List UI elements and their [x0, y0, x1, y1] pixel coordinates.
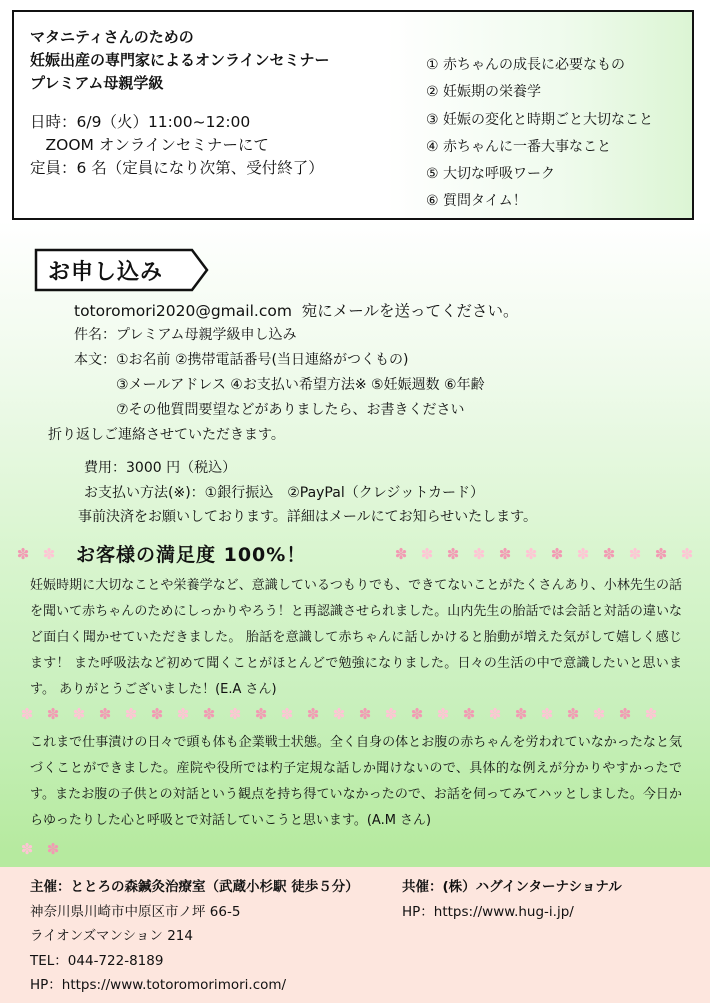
flower-divider — [14, 705, 664, 723]
fee-price: 費用：3000 円（税込） — [84, 460, 237, 476]
topic-item: ⑤ 大切な呼吸ワーク — [426, 166, 556, 183]
flower-icon: ✽ — [280, 705, 294, 723]
flower-icon: ✽ — [576, 545, 590, 563]
flower-icon: ✽ — [550, 545, 564, 563]
flower-icon: ✽ — [42, 545, 56, 563]
flower-icon: ✽ — [618, 705, 632, 723]
flower-icon: ✽ — [436, 705, 450, 723]
flower-icon: ✽ — [680, 545, 694, 563]
flower-icon: ✽ — [514, 705, 528, 723]
footer-address-2: ライオンズマンション 214 — [30, 928, 193, 944]
flower-icon: ✽ — [358, 705, 372, 723]
topic-item: ① 赤ちゃんの成長に必要なもの — [426, 57, 626, 73]
apply-reply-note: 折り返しご連絡させていただきます。 — [48, 427, 285, 443]
flower-icon: ✽ — [628, 545, 642, 563]
apply-subject: 件名：プレミアム母親学級申し込み — [74, 327, 297, 343]
flower-icon: ✽ — [46, 705, 60, 723]
flower-icon: ✽ — [150, 705, 164, 723]
flower-icon: ✽ — [566, 705, 580, 723]
flower-icon: ✽ — [16, 545, 30, 563]
flower-icon: ✽ — [446, 545, 460, 563]
footer-cohost: 共催：(株）ハグインターナショナル — [402, 879, 622, 895]
flower-icon: ✽ — [228, 705, 242, 723]
topic-item: ③ 妊娠の変化と時期ごと大切なこと — [426, 111, 654, 128]
flower-icon: ✽ — [592, 705, 606, 723]
apply-heading — [34, 248, 210, 292]
flower-icon: ✽ — [20, 705, 34, 723]
flower-icon: ✽ — [602, 545, 616, 563]
flower-icon: ✽ — [394, 545, 408, 563]
flower-row-top-right — [388, 545, 700, 563]
apply-body-line-3: ⑦その他質問要望などがありましたら、お書きください — [116, 402, 465, 418]
apply-instructions — [48, 299, 518, 448]
flower-icon: ✽ — [524, 545, 538, 563]
flower-icon: ✽ — [498, 545, 512, 563]
flower-icon: ✽ — [462, 705, 476, 723]
review-1: 妊娠時期に大切なことや栄養学など、意識しているつもりでも、できてないことがたくさんあり、小林先生の話を聞いて赤ちゃんのためにしっかりやろう！と再認識させられました。山内先生の胎話では会話と対話の違いなど面白く聞かせていただきました。 胎話を意識して赤ちゃんに話しかけると胎動が増えた気がして嬉しく感じます！ また呼吸法など初めて聞くことがほとんどで勉強になりました。日々の生活の中で意識したいと思います。 ありがとうございました！(E.A さん) — [30, 578, 682, 697]
flower-icon: ✽ — [98, 705, 112, 723]
footer — [0, 867, 710, 1003]
fee-section — [78, 456, 538, 530]
apply-heading-text: お申し込み — [48, 260, 164, 285]
flower-icon: ✽ — [644, 705, 658, 723]
topic-item: ④ 赤ちゃんに一番大事なこと — [426, 138, 612, 155]
flower-icon: ✽ — [72, 705, 86, 723]
flower-icon: ✽ — [384, 705, 398, 723]
seminar-title-line-2: 妊娠出産の専門家によるオンラインセミナー — [30, 51, 330, 69]
flower-icon: ✽ — [488, 705, 502, 723]
flower-icon: ✽ — [410, 705, 424, 723]
topic-item: ② 妊娠期の栄養学 — [426, 84, 542, 101]
fee-note: 事前決済をお願いしております。詳細はメールにてお知らせいたします。 — [78, 509, 538, 526]
seminar-venue: ZOOM オンラインセミナーにて — [30, 136, 269, 154]
fee-payment: お支払い方法(※)：①銀行振込 ②PayPal（クレジットカード） — [84, 484, 484, 501]
apply-email-line: totoromori2020@gmail.com 宛にメールを送ってください。 — [74, 302, 519, 320]
flower-icon: ✽ — [46, 840, 60, 858]
seminar-details — [30, 26, 330, 180]
satisfaction-title: お客様の満足度 100%！ — [76, 544, 307, 566]
flower-row-bottom — [14, 840, 66, 858]
review-2: これまで仕事漬けの日々で頭も体も企業戦士状態。全く自身の体とお腹の赤ちゃんを労われていなかったなと気づくことができました。産院や役所では杓子定規な話しか聞けないので、具体的な例えが分かりやすかったです。またお腹の子供との対話という観点を持ち得ていなかったので、お話を伺ってみてハッとしました。今日からゆったりした心と呼吸とで対話していこうと思います。(A.M さん) — [30, 735, 682, 828]
seminar-info-box — [12, 10, 694, 220]
seminar-capacity: 定員：6 名（定員になり次第、受付終了） — [30, 159, 324, 177]
footer-address-1: 神奈川県川崎市中原区市ノ坪 66-5 — [30, 903, 241, 920]
flower-icon: ✽ — [124, 705, 138, 723]
flower-icon: ✽ — [202, 705, 216, 723]
apply-body-line-2: ③メールアドレス ④お支払い希望方法※ ⑤妊娠週数 ⑥年齢 — [116, 377, 485, 393]
footer-cohost-info — [402, 875, 622, 924]
seminar-datetime: 日時：6/9（火）11:00~12:00 — [30, 113, 251, 131]
topic-list — [426, 52, 653, 216]
topic-item: ⑥ 質問タイム！ — [426, 193, 527, 210]
flower-icon: ✽ — [20, 840, 34, 858]
footer-host-info — [30, 875, 359, 998]
flower-icon: ✽ — [540, 705, 554, 723]
flower-icon: ✽ — [306, 705, 320, 723]
flower-icon: ✽ — [420, 545, 434, 563]
flower-icon: ✽ — [472, 545, 486, 563]
seminar-title-line-3: プレミアム母親学級 — [30, 74, 164, 92]
footer-host: 主催：ととろの森鍼灸治療室（武蔵小杉駅 徒歩５分） — [30, 879, 359, 895]
flower-row-top — [10, 545, 62, 563]
footer-cohost-hp-link[interactable]: HP：https://www.hug-i.jp/ — [402, 903, 574, 920]
apply-body-line-1: 本文：①お名前 ②携帯電話番号(当日連絡がつくもの) — [74, 352, 409, 368]
footer-tel: TEL：044-722-8189 — [30, 952, 164, 969]
seminar-title-line-1: マタニティさんのための — [30, 28, 194, 46]
flower-icon: ✽ — [254, 705, 268, 723]
footer-hp-link[interactable]: HP：https://www.totoromorimori.com/ — [30, 977, 287, 993]
flower-icon: ✽ — [332, 705, 346, 723]
flower-icon: ✽ — [176, 705, 190, 723]
flower-icon: ✽ — [654, 545, 668, 563]
